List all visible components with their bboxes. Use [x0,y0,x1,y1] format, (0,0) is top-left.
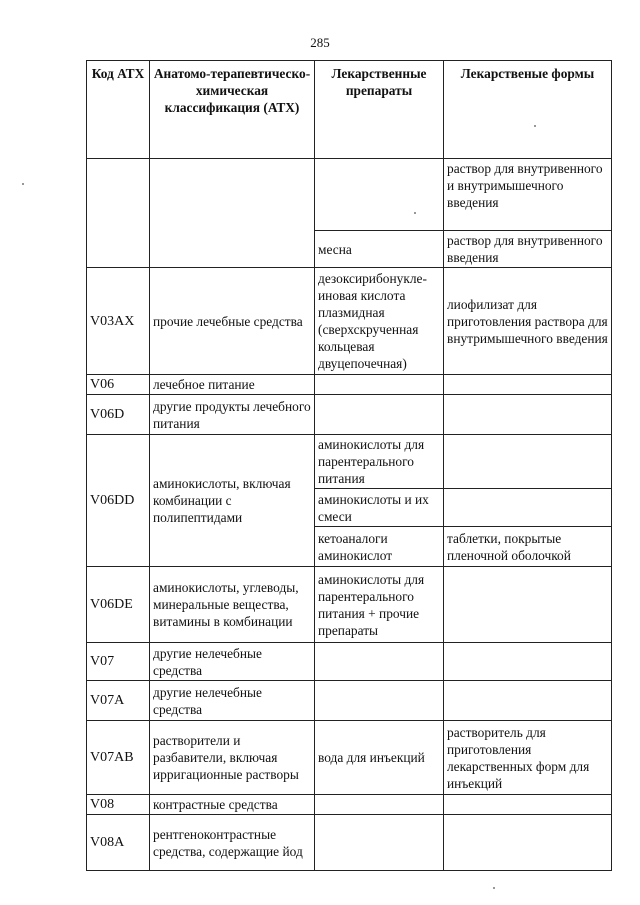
cell-drug [315,815,444,871]
cell-forms [444,815,612,871]
cell-code: V07 [87,643,150,681]
cell-forms: лиофилизат для приготовления раствора для внутримышечного введения [444,268,612,375]
cell-drug: аминокислоты и их смеси [315,489,444,527]
cell-code: V08A [87,815,150,871]
cell-forms: растворитель для приготовления лекарственных форм для инъекций [444,721,612,795]
cell-forms [444,375,612,395]
cell-drug: аминокислоты для парентерального питания [315,435,444,489]
header-classification: Анатомо-терапевтическо-химическая классификация (АТХ) [150,61,315,159]
header-forms: Лекарственые формы [444,61,612,159]
cell-forms: раствор для внутривенного и внутримышечного введения [444,159,612,231]
cell-classification: аминокислоты, углеводы, минеральные вещества, витамины в комбинации [150,567,315,643]
cell-classification: прочие лечебные средства [150,268,315,375]
cell-code: V06 [87,375,150,395]
cell-drug [315,375,444,395]
cell-code: V06DE [87,567,150,643]
cell-forms [444,435,612,489]
cell-drug [315,795,444,815]
cell-forms: раствор для внутривенного введения [444,231,612,268]
table-row [87,567,612,643]
cell-classification: рентгеноконтрастные средства, содержащие йод [150,815,315,871]
cell-drug [315,643,444,681]
scan-speck [534,125,536,127]
cell-code [87,159,150,268]
cell-classification: другие нелечебные средства [150,643,315,681]
cell-classification [150,159,315,268]
cell-forms [444,395,612,435]
cell-code: V03AX [87,268,150,375]
table-row [87,435,612,489]
cell-classification: аминокислоты, включая комбинации с полипептидами [150,435,315,567]
header-code: Код АТХ [87,61,150,159]
page-number: 285 [310,35,330,50]
cell-forms [444,643,612,681]
table-row [87,681,612,721]
cell-forms [444,681,612,721]
cell-code: V07AB [87,721,150,795]
cell-classification: контрастные средства [150,795,315,815]
table-row [87,159,612,231]
cell-drug: месна [315,231,444,268]
header-drugs: Лекарственные препараты [315,61,444,159]
scan-speck [414,212,416,214]
scan-speck [22,183,24,185]
cell-drug [315,681,444,721]
table-header-row [87,61,612,159]
cell-drug: аминокислоты для парентерального питания + прочие препараты [315,567,444,643]
scan-speck [493,887,495,889]
table-row [87,815,612,871]
table-row [87,375,612,395]
cell-drug: дезоксирибонукле-иновая кислота плазмидная (сверхскрученная кольцевая двуцепочечная) [315,268,444,375]
cell-forms [444,795,612,815]
table-row [87,395,612,435]
cell-classification: другие продукты лечебного питания [150,395,315,435]
cell-classification: другие нелечебные средства [150,681,315,721]
cell-classification: растворители и разбавители, включая ирригационные растворы [150,721,315,795]
cell-forms [444,567,612,643]
cell-code: V08 [87,795,150,815]
cell-code: V06DD [87,435,150,567]
cell-drug [315,159,444,231]
cell-drug: кетоаналоги аминокислот [315,527,444,567]
cell-code: V06D [87,395,150,435]
cell-forms [444,489,612,527]
table-row [87,795,612,815]
table-row [87,721,612,795]
atc-drug-table [86,60,612,871]
cell-forms: таблетки, покрытые пленочной оболочкой [444,527,612,567]
cell-drug: вода для инъекций [315,721,444,795]
cell-classification: лечебное питание [150,375,315,395]
cell-code: V07A [87,681,150,721]
table-row [87,268,612,375]
cell-drug [315,395,444,435]
table-row [87,643,612,681]
